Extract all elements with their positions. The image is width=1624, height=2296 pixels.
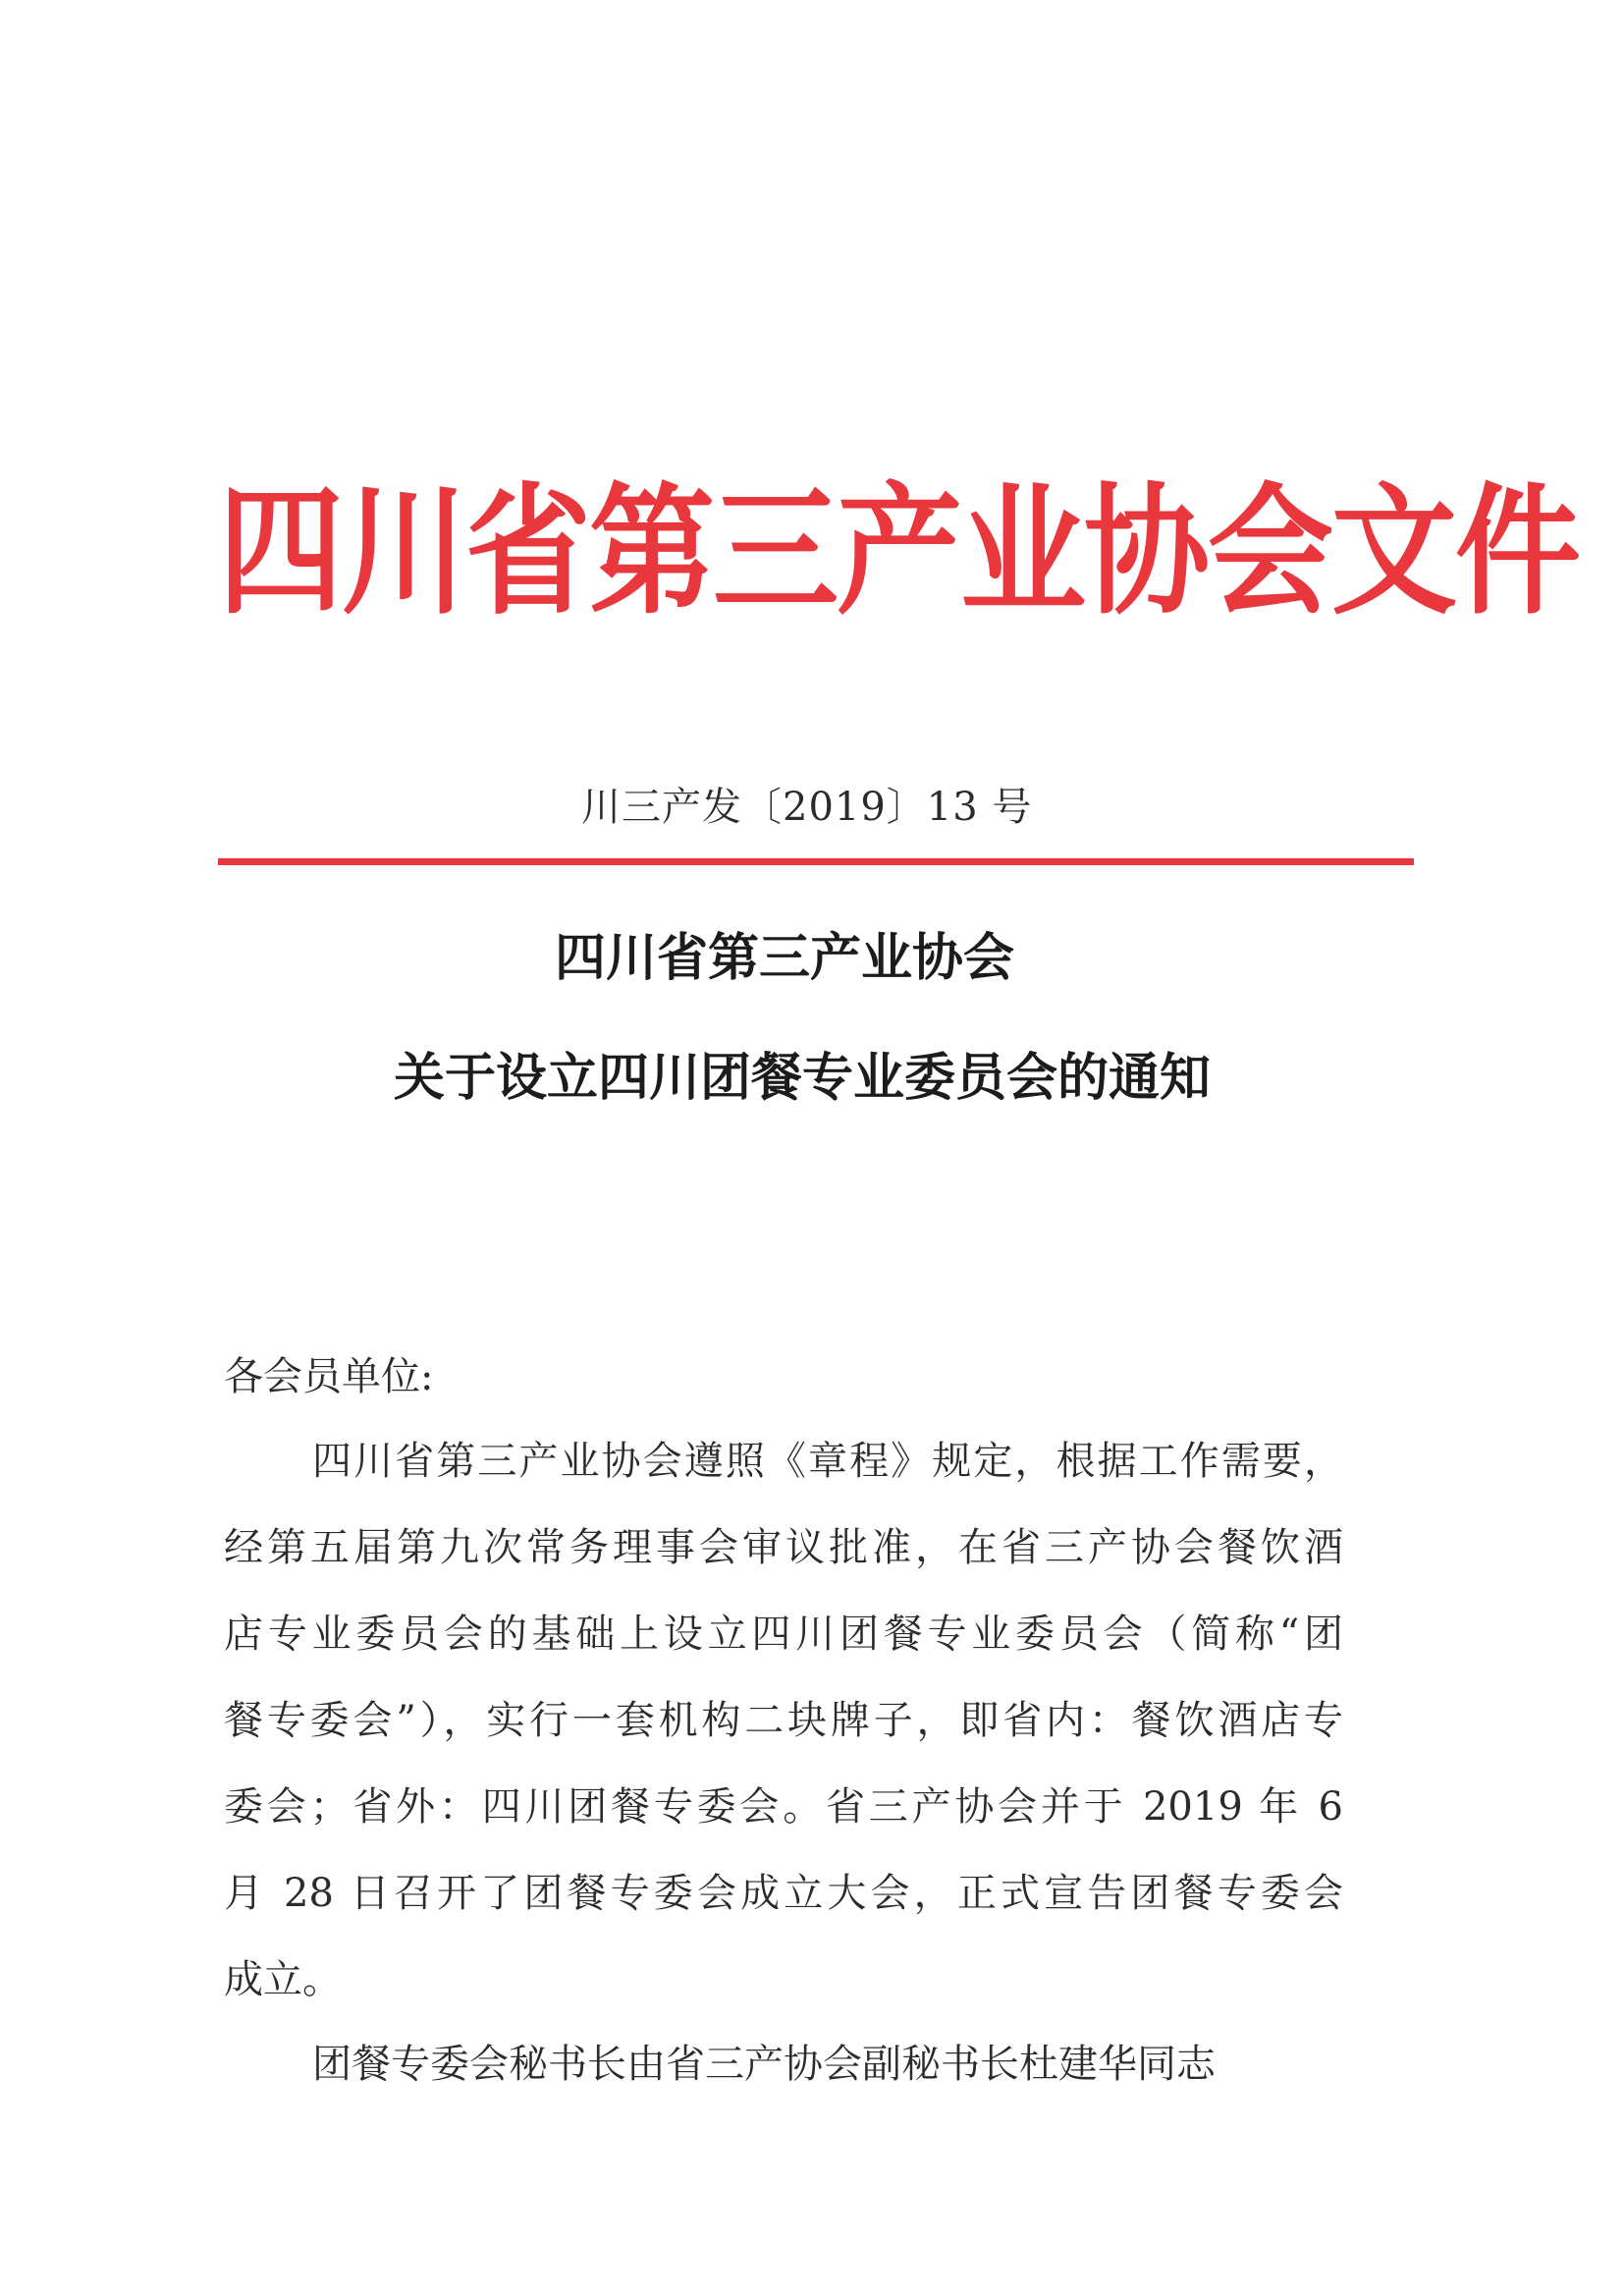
salutation: 各会员单位: [224,1354,434,1399]
body-text-line: 店专业委员会的基础上设立四川团餐专业委员会（简称“团 [224,1612,1343,1657]
body-text-line: 团餐专委会秘书长由省三产协会副秘书长杜建华同志 [312,2042,1216,2087]
body-text-line: 委会；省外：四川团餐专委会。省三产协会并于 2019 年 6 [224,1784,1343,1830]
notice-title-line-1: 四川省第三产业协会 [554,928,1014,988]
document-header-title: 四川省第三产业协会文件 [218,469,1580,634]
body-text-line: 餐专委会”），实行一套机构二块牌子，即省内：餐饮酒店专 [224,1698,1343,1743]
body-text-line: 四川省第三产业协会遵照《章程》规定，根据工作需要， [312,1439,1343,1484]
notice-title-line-2: 关于设立四川团餐专业委员会的通知 [393,1048,1211,1108]
body-text-line: 经第五届第九次常务理事会审议批准，在省三产协会餐饮酒 [224,1525,1343,1570]
red-divider-line [218,858,1414,865]
document-number: 川三产发〔2019〕13 号 [581,785,1033,830]
body-text-line: 成立。 [224,1957,342,2002]
body-text-line: 月 28 日召开了团餐专委会成立大会，正式宣告团餐专委会 [224,1871,1343,1916]
